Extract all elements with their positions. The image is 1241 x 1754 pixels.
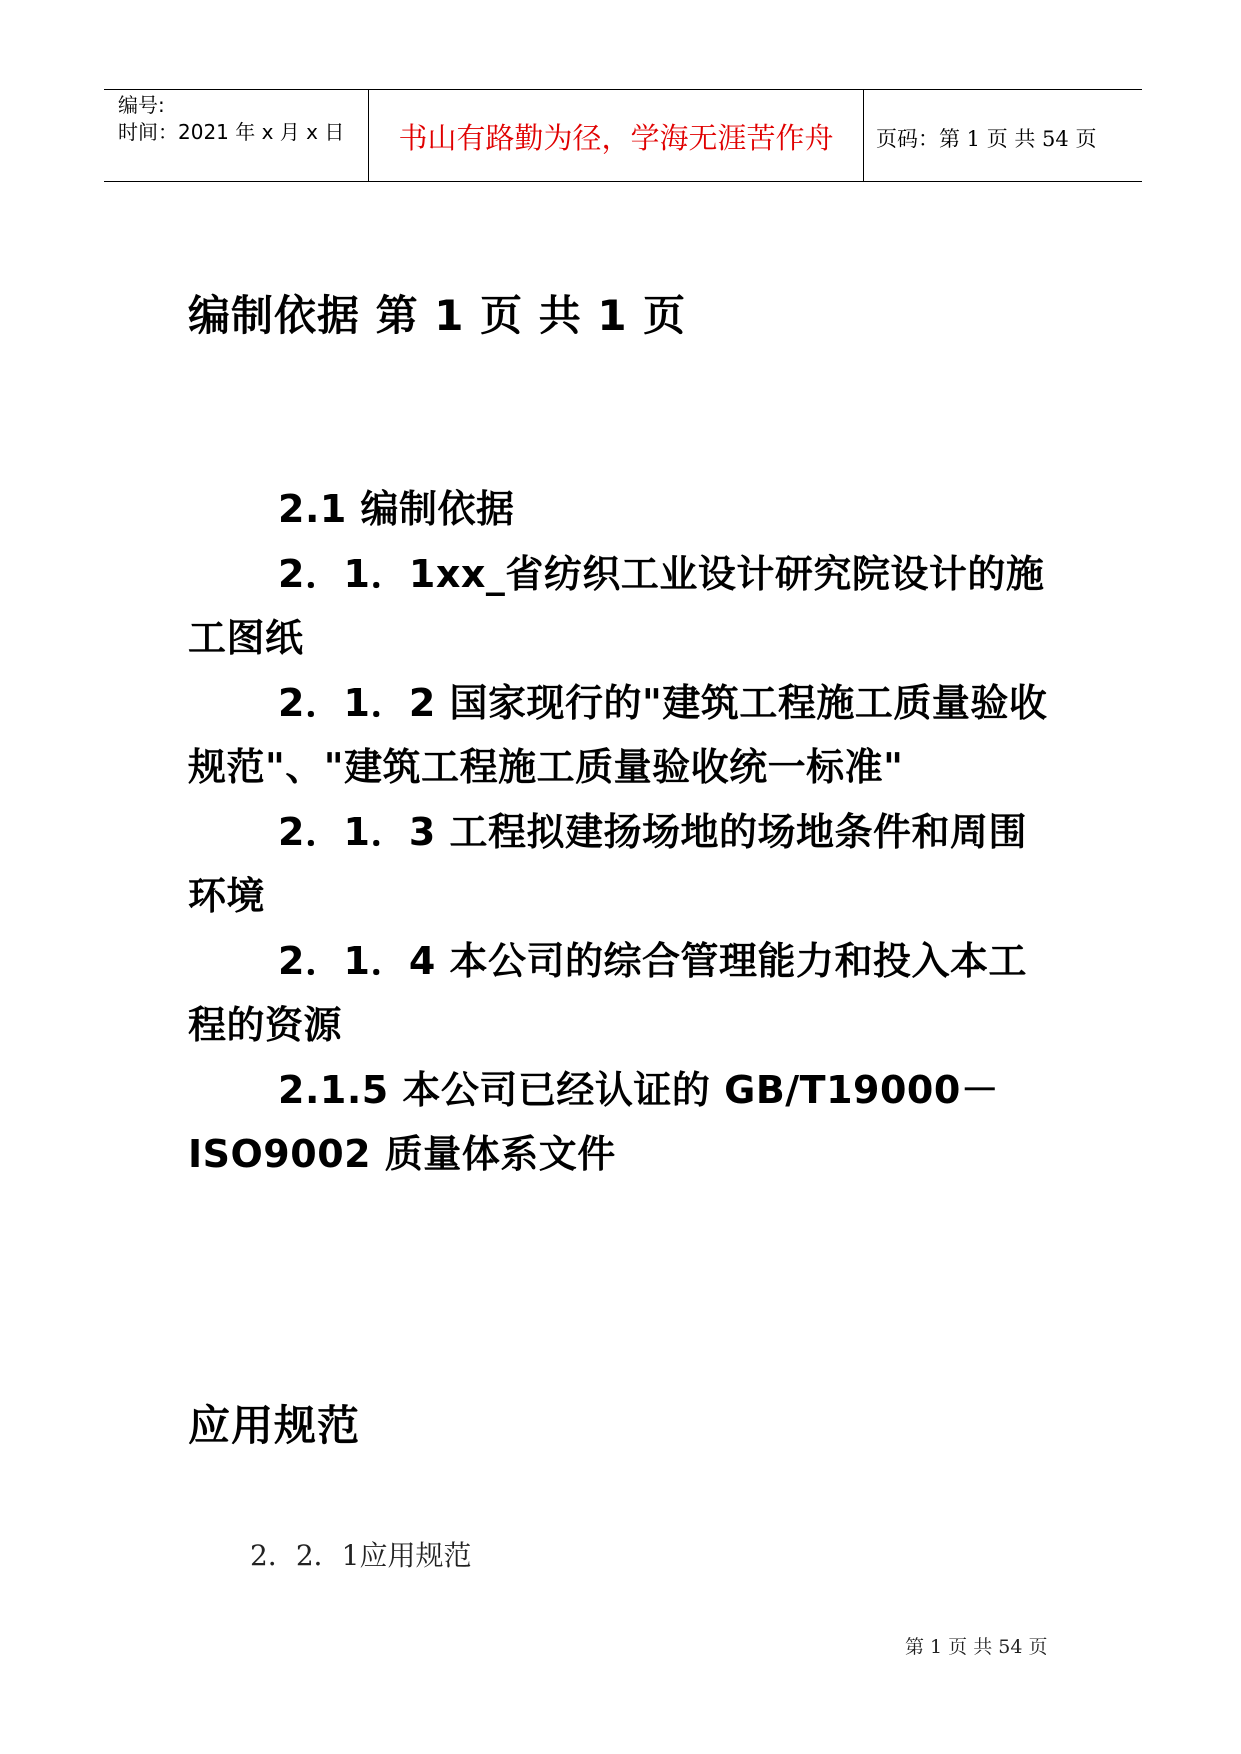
header-page-info: 页码：第 1 页 共 54 页 bbox=[876, 127, 1097, 151]
header-right-cell bbox=[864, 90, 1142, 181]
header-motto: 书山有路勤为径，学海无涯苦作舟 bbox=[398, 121, 834, 155]
standards-item-text: 2．2．1应用规范 bbox=[250, 1539, 472, 1572]
basis-list bbox=[188, 477, 1056, 1187]
basis-item: 2.1.5 本公司已经认证的 GB/T19000－ISO9002 质量体系文件 bbox=[188, 1067, 1000, 1176]
basis-item: 2．1．3 工程拟建扬场地的场地条件和周围环境 bbox=[188, 809, 1028, 918]
basis-item: 2．1．1xx_省纺织工业设计研究院设计的施工图纸 bbox=[188, 551, 1045, 660]
serial-number-label: 编号: bbox=[118, 93, 165, 117]
time-label: 时间：2021 年 x 月 x 日 bbox=[118, 120, 345, 144]
header-left-cell bbox=[104, 90, 369, 181]
document-header bbox=[104, 89, 1142, 182]
basis-item: 2．1．4 本公司的综合管理能力和投入本工程的资源 bbox=[188, 938, 1028, 1047]
section-heading-standards: 应用规范 bbox=[188, 1401, 361, 1450]
basis-item: 2．1．2 国家现行的"建筑工程施工质量验收规范"、"建筑工程施工质量验收统一标准" bbox=[188, 680, 1048, 789]
basis-item: 2.1 编制依据 bbox=[278, 487, 515, 531]
page-footer: 第 1 页 共 54 页 bbox=[905, 1636, 1048, 1658]
section-heading-basis: 编制依据 第 1 页 共 1 页 bbox=[188, 291, 687, 340]
header-middle-cell bbox=[369, 90, 864, 181]
